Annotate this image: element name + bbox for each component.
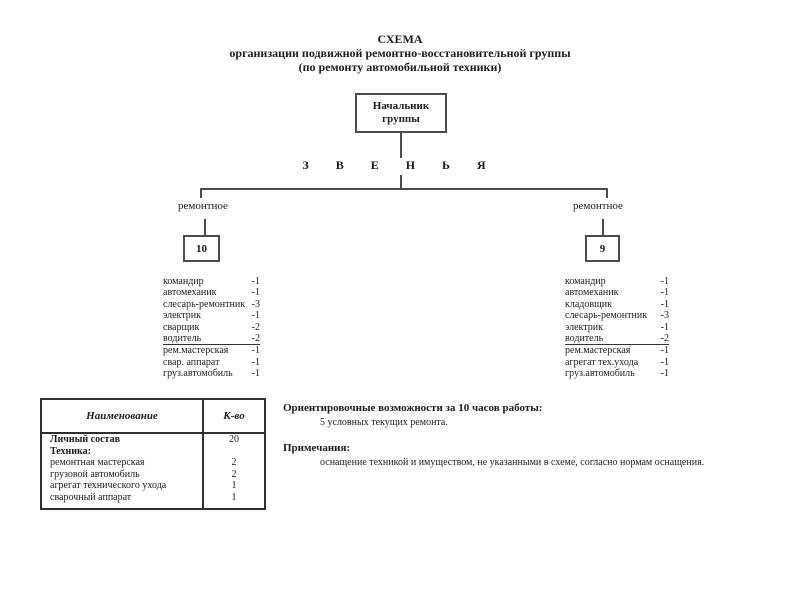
personnel-row xyxy=(565,276,669,287)
personnel-qty: -1 xyxy=(251,368,260,380)
personnel-qty: -3 xyxy=(251,298,260,310)
personnel-row xyxy=(565,368,669,379)
personnel-name: командир xyxy=(565,276,606,287)
personnel-name: автомеханик xyxy=(565,287,619,299)
personnel-name: рем.мастерская xyxy=(565,345,631,357)
title-line-1: СХЕМА xyxy=(377,32,423,46)
table-row xyxy=(41,492,265,510)
personnel-qty: -1 xyxy=(660,345,669,357)
personnel-qty: -3 xyxy=(660,310,669,322)
personnel-name: электрик xyxy=(163,310,201,322)
table-cell-qty: 20 xyxy=(203,433,265,446)
personnel-qty: -1 xyxy=(660,356,669,368)
personnel-name: свар. аппарат xyxy=(163,356,220,368)
personnel-list-left xyxy=(163,276,260,380)
table-row xyxy=(41,480,265,492)
personnel-qty: -1 xyxy=(251,345,260,357)
notes-block xyxy=(283,402,778,469)
personnel-name: рем.мастерская xyxy=(163,345,229,357)
personnel-row xyxy=(163,333,260,345)
connector-left-drop xyxy=(200,188,202,198)
personnel-name: водитель xyxy=(565,333,604,345)
table-cell-name: агрегат технического ухода xyxy=(50,480,167,491)
table-cell-name: Личный состав xyxy=(50,434,120,445)
personnel-qty: -2 xyxy=(251,333,260,345)
chief-box xyxy=(355,93,447,133)
personnel-name: груз.автомобиль xyxy=(163,368,233,380)
personnel-qty: -1 xyxy=(251,356,260,368)
personnel-qty: -1 xyxy=(251,310,260,322)
personnel-qty: -1 xyxy=(660,321,669,333)
connector-links-down xyxy=(400,175,402,189)
table-header-qty: К-во xyxy=(203,399,265,433)
table-row xyxy=(41,433,265,446)
table-cell-name: сварочный аппарат xyxy=(50,491,132,503)
personnel-name: груз.автомобиль xyxy=(565,368,635,380)
personnel-name: сварщик xyxy=(163,321,200,333)
personnel-row xyxy=(565,310,669,321)
remarks-text: оснащение техникой и имуществом, не указанными в схеме, согласно нормам оснащения. xyxy=(320,457,705,468)
table-cell-name: грузовой автомобиль xyxy=(50,468,140,480)
personnel-qty: -1 xyxy=(660,276,669,287)
connector-right-box xyxy=(602,219,604,235)
personnel-list-right xyxy=(565,276,669,380)
remarks-title: Примечания: xyxy=(283,442,351,454)
table-cell-qty xyxy=(203,446,265,458)
table-cell-qty: 2 xyxy=(203,457,265,469)
personnel-row xyxy=(163,357,260,368)
table-cell-qty: 1 xyxy=(203,492,265,510)
personnel-name: агрегат тех.ухода xyxy=(565,356,639,368)
connector-left-box xyxy=(204,219,206,235)
personnel-row xyxy=(565,287,669,298)
summary-table xyxy=(40,398,266,510)
table-row xyxy=(41,469,265,481)
personnel-qty: -1 xyxy=(251,276,260,287)
connector-right-drop xyxy=(606,188,608,198)
personnel-row xyxy=(163,287,260,298)
personnel-row xyxy=(565,299,669,310)
table-row xyxy=(41,457,265,469)
chief-label: Начальник группы xyxy=(372,100,430,125)
capabilities-text: 5 условных текущих ремонта. xyxy=(320,417,448,428)
personnel-qty: -2 xyxy=(660,333,669,345)
personnel-row xyxy=(565,345,669,356)
table-cell-qty: 1 xyxy=(203,480,265,492)
capabilities-title: Ориентировочные возможности за 10 часов работы: xyxy=(283,402,543,414)
connector-horizontal xyxy=(200,188,608,190)
personnel-row xyxy=(163,345,260,356)
personnel-row xyxy=(163,299,260,310)
personnel-name: слесарь-ремонтник xyxy=(565,310,648,322)
branch-count-box-left xyxy=(183,235,220,262)
personnel-name: электрик xyxy=(565,321,603,333)
branch-count-box-right xyxy=(585,235,620,262)
personnel-qty: -2 xyxy=(251,321,260,333)
personnel-qty: -1 xyxy=(660,298,669,310)
table-cell-name: Техника: xyxy=(50,445,91,457)
personnel-qty: -1 xyxy=(660,287,669,299)
branch-label-right: ремонтное xyxy=(573,200,623,212)
title-line-2: организации подвижной ремонтно-восстановительной группы xyxy=(229,46,571,60)
diagram-title xyxy=(0,32,800,74)
personnel-name: кладовщик xyxy=(565,298,613,310)
branch-label-left: ремонтное xyxy=(178,200,228,212)
personnel-row xyxy=(163,310,260,321)
personnel-name: командир xyxy=(163,276,204,287)
links-label: З В Е Н Ь Я xyxy=(302,158,498,172)
personnel-qty: -1 xyxy=(660,368,669,380)
personnel-name: водитель xyxy=(163,333,202,345)
branch-count-left: 10 xyxy=(196,242,207,255)
personnel-row xyxy=(163,322,260,333)
personnel-row xyxy=(565,357,669,368)
connector-chief-down xyxy=(400,133,402,158)
title-line-3: (по ремонту автомобильной техники) xyxy=(298,60,502,74)
personnel-row xyxy=(565,322,669,333)
branch-count-right: 9 xyxy=(599,242,606,255)
table-cell-name: ремонтная мастерская xyxy=(50,457,145,468)
personnel-row xyxy=(163,276,260,287)
table-header-name: Наименование xyxy=(41,399,203,433)
personnel-qty: -1 xyxy=(251,287,260,299)
table-row xyxy=(41,446,265,458)
personnel-row xyxy=(163,368,260,379)
personnel-row xyxy=(565,333,669,345)
personnel-name: слесарь-ремонтник xyxy=(163,298,246,310)
table-cell-qty: 2 xyxy=(203,469,265,481)
personnel-name: автомеханик xyxy=(163,287,217,299)
